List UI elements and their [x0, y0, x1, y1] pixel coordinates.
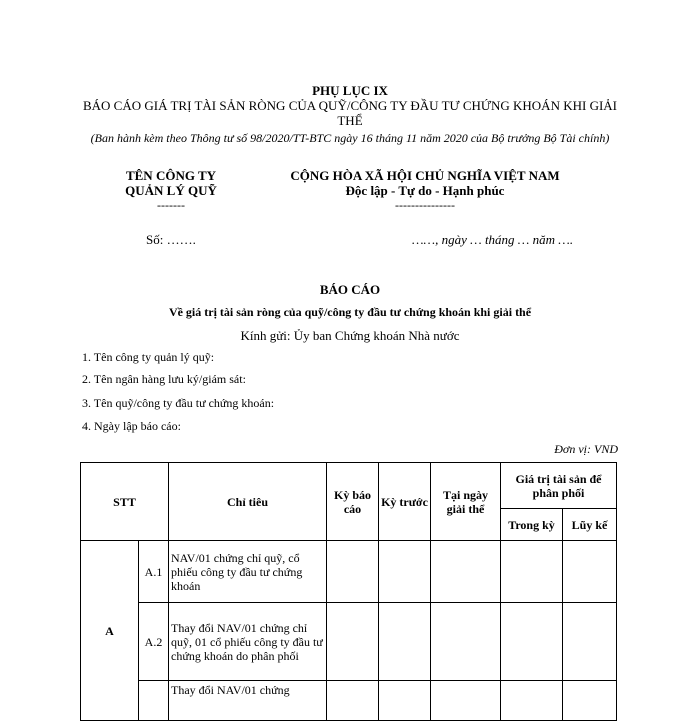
company-block: [110, 168, 232, 212]
value-cell: [431, 541, 501, 603]
report-table: [80, 462, 617, 721]
company-name-line1: TÊN CÔNG TY: [125, 168, 217, 183]
table-row: [81, 681, 617, 721]
value-cell: [379, 603, 431, 681]
nation-block: [268, 168, 582, 212]
value-cell: [563, 603, 617, 681]
value-cell: [431, 681, 501, 721]
row-description: Thay đổi NAV/01 chứng: [169, 681, 327, 721]
value-cell: [501, 603, 563, 681]
date-line: ……, ngày … tháng … năm ….: [412, 232, 574, 247]
header-in-period: Trong kỳ: [501, 509, 563, 541]
header-previous-period: Kỳ trước: [379, 463, 431, 541]
nation-divider: ---------------: [395, 198, 455, 212]
value-cell: [379, 681, 431, 721]
value-cell: [501, 681, 563, 721]
value-cell: [327, 681, 379, 721]
row-code: [139, 681, 169, 721]
company-divider: -------: [157, 198, 185, 212]
info-item: 2. Tên ngân hàng lưu ký/giám sát:: [82, 372, 246, 386]
value-cell: [379, 541, 431, 603]
header-distributable-value: Giá trị tài sản để phân phối: [501, 463, 617, 509]
annex-title: PHỤ LỤC IX: [312, 83, 388, 98]
value-cell: [431, 603, 501, 681]
value-cell: [327, 603, 379, 681]
table-row: [81, 541, 617, 603]
value-cell: [327, 541, 379, 603]
report-title: BÁO CÁO: [319, 282, 381, 297]
row-code: A.2: [139, 603, 169, 681]
unit-label: Đơn vị: VND: [554, 442, 618, 456]
row-code: A.1: [139, 541, 169, 603]
value-cell: [501, 541, 563, 603]
header-indicator: Chỉ tiêu: [169, 463, 327, 541]
nation-name: CỘNG HÒA XÃ HỘI CHỦ NGHĨA VIỆT NAM: [290, 168, 560, 183]
recipient-line: Kính gửi: Ủy ban Chứng khoán Nhà nước: [240, 328, 460, 343]
info-item: 1. Tên công ty quản lý quỹ:: [82, 350, 215, 364]
header-stt: STT: [81, 463, 169, 541]
document-number: Số: …….: [146, 232, 196, 247]
row-description: NAV/01 chứng chỉ quỹ, cổ phiếu công ty đầu tư chứng khoán: [169, 541, 327, 603]
company-name-line2: QUẢN LÝ QUỸ: [125, 183, 217, 198]
value-cell: [563, 541, 617, 603]
info-item: 3. Tên quỹ/công ty đầu tư chứng khoán:: [82, 396, 275, 410]
row-description: Thay đổi NAV/01 chứng chỉ quỹ, 01 cổ phiếu công ty đầu tư chứng khoán do phân phối: [169, 603, 327, 681]
header-cumulative: Lũy kế: [563, 509, 617, 541]
value-cell: [563, 681, 617, 721]
issuance-note: (Ban hành kèm theo Thông tư số 98/2020/TT-BTC ngày 16 tháng 11 năm 2020 của Bộ trưởng Bộ Tài chính): [90, 131, 610, 145]
header-this-period: Kỳ báo cáo: [327, 463, 379, 541]
group-label: A: [81, 541, 139, 721]
table-row: [81, 603, 617, 681]
report-heading: BÁO CÁO GIÁ TRỊ TÀI SẢN RÒNG CỦA QUỸ/CÔNG TY ĐẦU TƯ CHỨNG KHOÁN KHI GIẢI THỂ: [82, 98, 618, 128]
report-subtitle: Về giá trị tài sản ròng của quỹ/công ty đầu tư chứng khoán khi giải thể: [168, 305, 532, 319]
info-item: 4. Ngày lập báo cáo:: [82, 419, 181, 433]
header-at-dissolution: Tại ngày giải thể: [431, 463, 501, 541]
nation-motto: Độc lập - Tự do - Hạnh phúc: [345, 183, 505, 198]
